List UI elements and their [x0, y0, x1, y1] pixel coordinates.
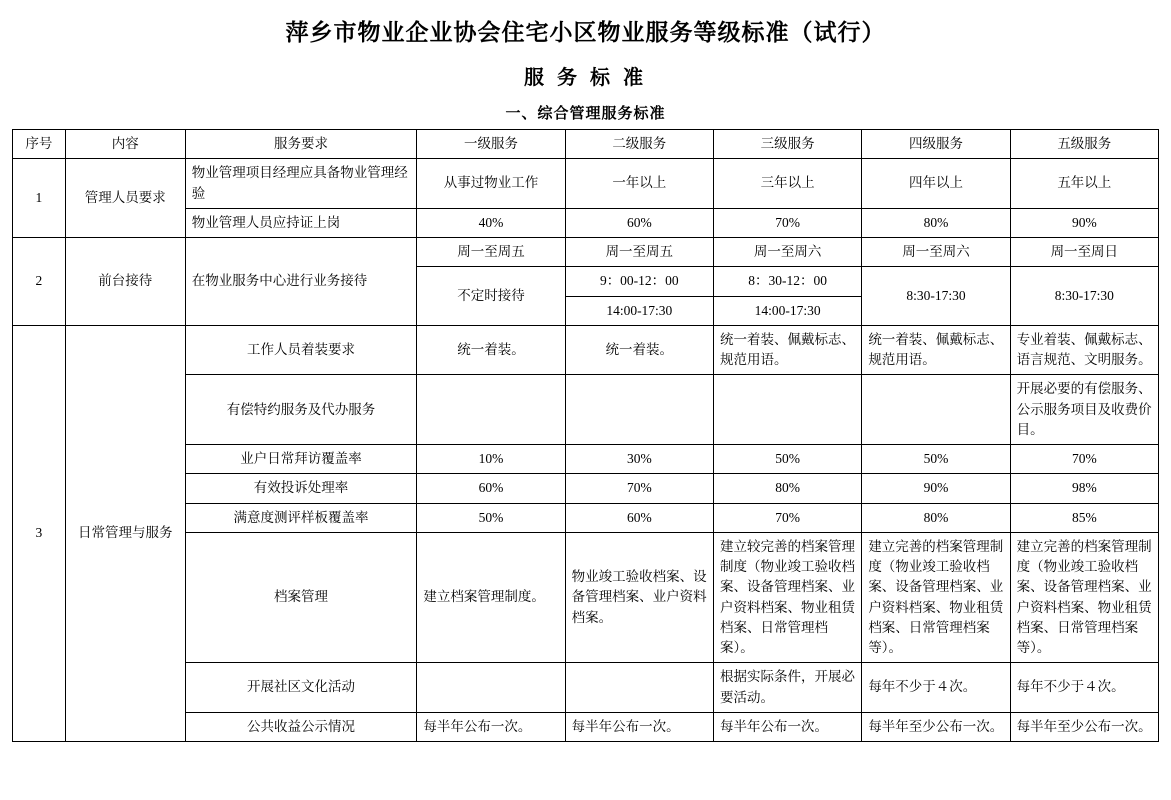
row-requirement: 物业管理项目经理应具备物业管理经验: [185, 159, 417, 209]
row-level-3: 统一着装、佩戴标志、规范用语。: [713, 325, 861, 375]
row-level-3: 8：30-12：00: [713, 267, 861, 296]
table-row: [13, 663, 1159, 713]
row-level-4: 每半年至少公布一次。: [862, 712, 1010, 741]
row-requirement: 工作人员着装要求: [185, 325, 417, 375]
row-level-2: [565, 375, 713, 445]
table-row: [13, 712, 1159, 741]
row-level-4: 每年不少于４次。: [862, 663, 1010, 713]
row-level-3: 三年以上: [713, 159, 861, 209]
row-level-1: [417, 375, 565, 445]
row-level-1: 60%: [417, 474, 565, 503]
row-requirement: 有效投诉处理率: [185, 474, 417, 503]
row-level-5: 90%: [1010, 208, 1158, 237]
row-seq: 2: [13, 238, 66, 326]
row-seq: 3: [13, 325, 66, 741]
table-row: [13, 445, 1159, 474]
table-row: [13, 474, 1159, 503]
row-level-2: 每半年公布一次。: [565, 712, 713, 741]
row-level-5: 每半年至少公布一次。: [1010, 712, 1158, 741]
section-title: 一、综合管理服务标准: [505, 106, 666, 122]
table-row: [13, 238, 1159, 267]
row-level-5: 每年不少于４次。: [1010, 663, 1158, 713]
row-requirement: 公共收益公示情况: [185, 712, 417, 741]
row-level-2: 70%: [565, 474, 713, 503]
row-level-1: 每半年公布一次。: [417, 712, 565, 741]
column-header-level-3: 三级服务: [713, 130, 861, 159]
row-content: 日常管理与服务: [65, 325, 185, 741]
row-requirement: 档案管理: [185, 532, 417, 663]
table-header-row: [13, 130, 1159, 159]
row-level-5: 98%: [1010, 474, 1158, 503]
row-level-2: 物业竣工验收档案、设备管理档案、业户资料档案。: [565, 532, 713, 663]
table-row: [13, 503, 1159, 532]
row-level-5: 专业着装、佩戴标志、语言规范、文明服务。: [1010, 325, 1158, 375]
row-level-4: 统一着装、佩戴标志、规范用语。: [862, 325, 1010, 375]
row-level-4: [862, 375, 1010, 445]
row-level-5: 85%: [1010, 503, 1158, 532]
table-row: [13, 532, 1159, 663]
service-standard-table: [12, 129, 1159, 742]
table-row: [13, 325, 1159, 375]
row-requirement: 物业管理人员应持证上岗: [185, 208, 417, 237]
column-header-requirement: 服务要求: [185, 130, 417, 159]
row-requirement: 业户日常拜访覆盖率: [185, 445, 417, 474]
row-level-2: [565, 663, 713, 713]
row-level-3: 周一至周六: [713, 238, 861, 267]
document-subtitle: 服 务 标 准: [524, 67, 647, 89]
row-level-2: 9：00-12：00: [565, 267, 713, 296]
row-level-1: 40%: [417, 208, 565, 237]
column-header-level-5: 五级服务: [1010, 130, 1158, 159]
row-level-5: 8:30-17:30: [1010, 267, 1158, 326]
row-requirement: 在物业服务中心进行业务接待: [185, 238, 417, 326]
row-level-1: [417, 663, 565, 713]
row-level-1: 不定时接待: [417, 267, 565, 326]
row-level-1: 从事过物业工作: [417, 159, 565, 209]
page-title: 萍乡市物业企业协会住宅小区物业服务等级标准（试行）: [285, 20, 886, 45]
table-row: [13, 375, 1159, 445]
row-level-2: 30%: [565, 445, 713, 474]
row-requirement: 开展社区文化活动: [185, 663, 417, 713]
column-header-content: 内容: [65, 130, 185, 159]
row-content: 管理人员要求: [65, 159, 185, 238]
row-seq: 1: [13, 159, 66, 238]
row-level-3: 70%: [713, 503, 861, 532]
row-level-1: 10%: [417, 445, 565, 474]
row-level-2: 周一至周五: [565, 238, 713, 267]
column-header-level-4: 四级服务: [862, 130, 1010, 159]
row-level-5: 70%: [1010, 445, 1158, 474]
row-level-3: [713, 375, 861, 445]
row-level-3: 50%: [713, 445, 861, 474]
row-level-3: 每半年公布一次。: [713, 712, 861, 741]
row-level-3: 70%: [713, 208, 861, 237]
row-level-5: 建立完善的档案管理制度（物业竣工验收档案、设备管理档案、业户资料档案、物业租赁档案、日常管理档案等）。: [1010, 532, 1158, 663]
table-row: [13, 159, 1159, 209]
row-level-1: 周一至周五: [417, 238, 565, 267]
row-level-5: 周一至周日: [1010, 238, 1158, 267]
column-header-seq: 序号: [13, 130, 66, 159]
row-level-2: 60%: [565, 208, 713, 237]
row-level-5: 开展必要的有偿服务、公示服务项目及收费价目。: [1010, 375, 1158, 445]
row-level-2: 60%: [565, 503, 713, 532]
row-level-5: 五年以上: [1010, 159, 1158, 209]
row-level-3: 80%: [713, 474, 861, 503]
row-level-4: 80%: [862, 208, 1010, 237]
row-requirement: 满意度测评样板覆盖率: [185, 503, 417, 532]
row-level-4: 80%: [862, 503, 1010, 532]
row-level-4: 50%: [862, 445, 1010, 474]
row-level-4: 90%: [862, 474, 1010, 503]
row-level-1: 统一着装。: [417, 325, 565, 375]
row-level-1: 建立档案管理制度。: [417, 532, 565, 663]
row-level-4: 8:30-17:30: [862, 267, 1010, 326]
row-level-2: 14:00-17:30: [565, 296, 713, 325]
row-level-4: 周一至周六: [862, 238, 1010, 267]
row-level-4: 四年以上: [862, 159, 1010, 209]
row-level-3: 14:00-17:30: [713, 296, 861, 325]
row-level-2: 统一着装。: [565, 325, 713, 375]
row-level-2: 一年以上: [565, 159, 713, 209]
table-row: [13, 208, 1159, 237]
row-requirement: 有偿特约服务及代办服务: [185, 375, 417, 445]
row-level-1: 50%: [417, 503, 565, 532]
row-content: 前台接待: [65, 238, 185, 326]
column-header-level-1: 一级服务: [417, 130, 565, 159]
row-level-3: 根据实际条件，开展必要活动。: [713, 663, 861, 713]
column-header-level-2: 二级服务: [565, 130, 713, 159]
row-level-4: 建立完善的档案管理制度（物业竣工验收档案、设备管理档案、业户资料档案、物业租赁档案、日常管理档案等）。: [862, 532, 1010, 663]
row-level-3: 建立较完善的档案管理制度（物业竣工验收档案、设备管理档案、业户资料档案、物业租赁档案、日常管理档案）。: [713, 532, 861, 663]
